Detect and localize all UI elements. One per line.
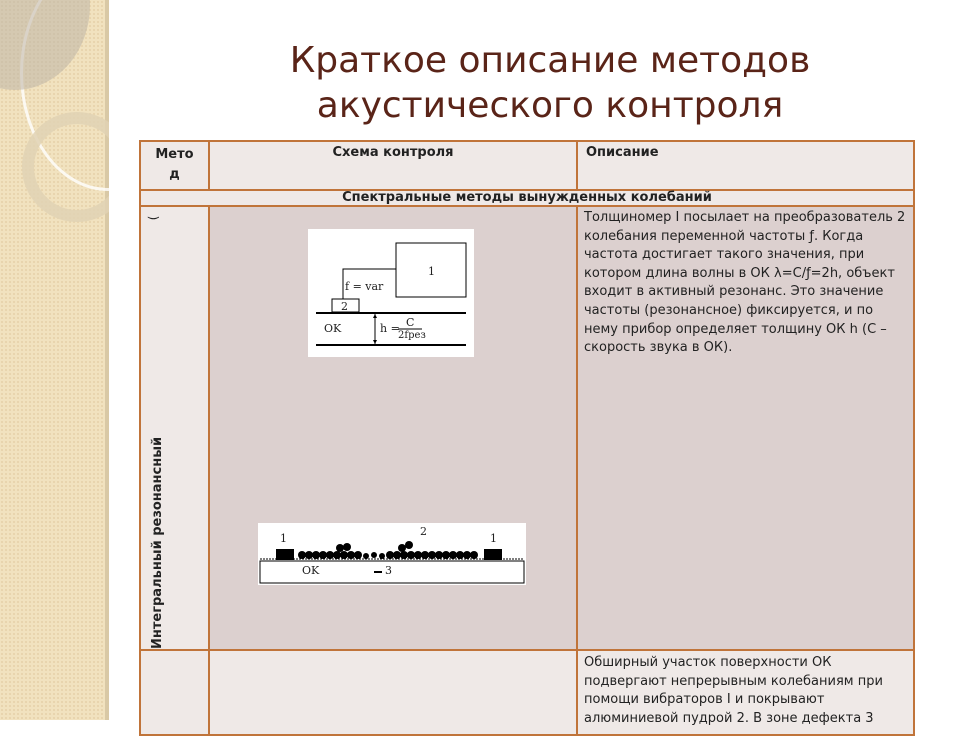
vibration-powder-diagram xyxy=(258,523,526,585)
formula-numerator: C xyxy=(406,316,415,329)
scheme-cell xyxy=(209,206,577,650)
description-cell: Толщиномер I посылает на преобразователь 2 колебания переменной частоты ƒ. Когда частота достигает такого значения, при котором длина волны в ОК λ=C/ƒ=2h, объект входит в активный резонанс. Это значение частоты (резонансное) фиксируется, и по нему прибор определяет толщину ОК h (С – скорость звука в ОК). xyxy=(577,206,914,650)
slide-title xyxy=(220,38,880,128)
label-1: 1 xyxy=(428,265,435,278)
resonance-thickness-diagram xyxy=(308,229,474,357)
header-scheme: Схема контроля xyxy=(209,141,577,190)
formula-denominator: 2fрез xyxy=(398,330,426,341)
method-extra: ) xyxy=(146,215,161,221)
label-2: 2 xyxy=(341,300,348,313)
description-cell: Обширный участок поверхности ОК подвергают непрерывным колебаниям при помощи вибраторов I и покрывают алюминиевой пудрой 2. В зоне дефекта 3 xyxy=(577,650,914,735)
label-h: h = xyxy=(380,322,400,335)
header-method-label: Метод xyxy=(155,147,194,182)
table-row xyxy=(140,206,914,650)
methods-table xyxy=(139,140,915,736)
label-1-left: 1 xyxy=(280,532,287,545)
table-row xyxy=(140,650,914,735)
diagram-svg-2 xyxy=(258,523,526,585)
table-header-row xyxy=(140,141,914,190)
header-method xyxy=(140,141,209,190)
method-name: Интегральный резонансный xyxy=(150,436,165,649)
label-3-defect: 3 xyxy=(385,564,392,577)
label-f-var: f = var xyxy=(345,280,384,293)
title-line-2: акустического контроля xyxy=(316,85,784,126)
header-description: Описание xyxy=(577,141,914,190)
section-label: Спектральные методы вынужденных колебаний xyxy=(140,190,914,206)
title-line-1: Краткое описание методов xyxy=(289,40,811,81)
diagram-svg xyxy=(308,229,474,357)
scheme-cell xyxy=(209,650,577,735)
section-row xyxy=(140,190,914,206)
method-vertical-wrap xyxy=(143,209,165,649)
label-ok-bottom: OK xyxy=(302,564,320,577)
method-cell xyxy=(140,206,209,650)
method-cell xyxy=(140,650,209,735)
label-2-powder: 2 xyxy=(420,525,427,538)
label-ok: OK xyxy=(324,322,342,335)
label-1-right: 1 xyxy=(490,532,497,545)
